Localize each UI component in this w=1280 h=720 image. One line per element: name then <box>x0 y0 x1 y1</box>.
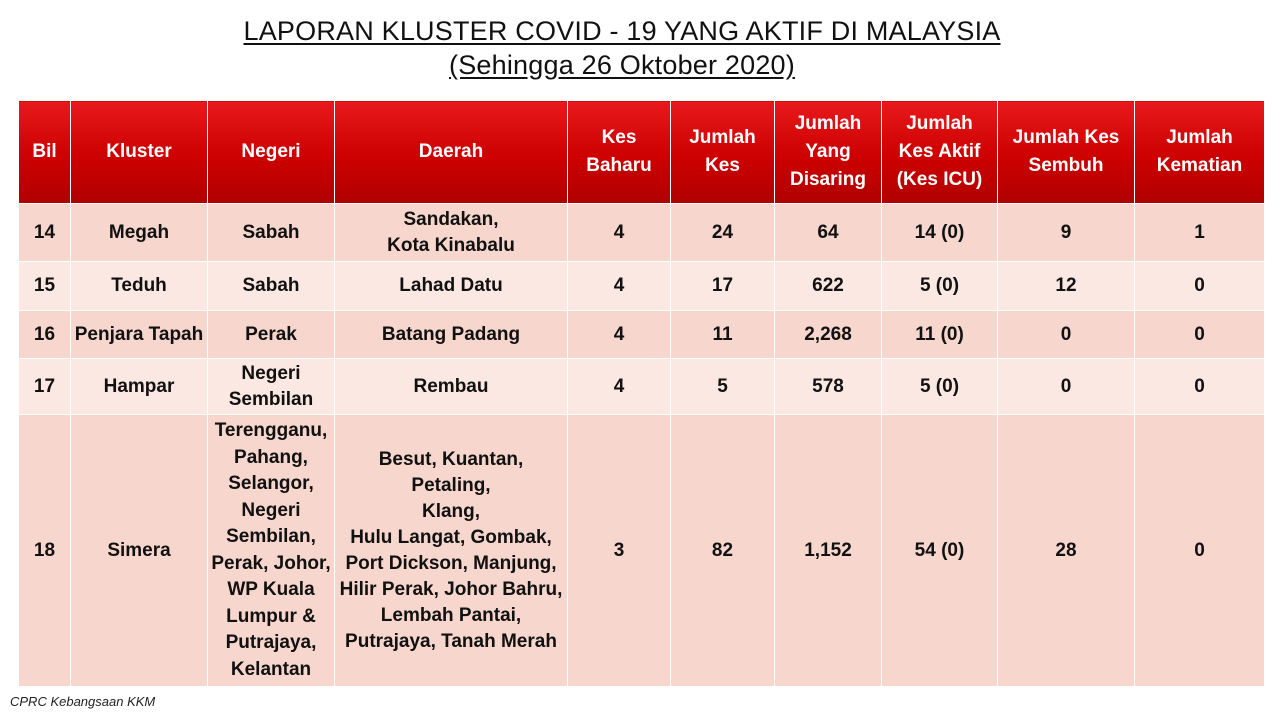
cell-jumlah-disaring: 622 <box>775 262 882 311</box>
cell-jumlah-disaring: 1,152 <box>775 415 882 687</box>
cell-bil: 17 <box>19 359 71 415</box>
cell-negeri: Sabah <box>208 204 335 262</box>
cluster-table <box>18 100 1265 687</box>
cell-daerah: Besut, Kuantan, Petaling, Klang, Hulu Langat, Gombak, Port Dickson, Manjung, Hilir Perak, Johor Bahru, Lembah Pantai, Putrajaya, Tanah Merah <box>335 415 568 687</box>
title-date: (Sehingga 26 Oktober 2020) <box>449 50 795 80</box>
header-jumlah-kes: Jumlah Kes <box>671 101 775 204</box>
cell-kes-sembuh: 28 <box>998 415 1135 687</box>
table-row <box>19 204 1265 262</box>
cell-negeri: Negeri Sembilan <box>208 359 335 415</box>
cell-kluster: Penjara Tapah <box>71 311 208 359</box>
title-main: LAPORAN KLUSTER COVID - 19 YANG AKTIF DI MALAYSIA <box>243 16 1001 46</box>
cell-jumlah-disaring: 64 <box>775 204 882 262</box>
cell-jumlah-kes: 11 <box>671 311 775 359</box>
report-title <box>0 14 1244 82</box>
cell-jumlah-kes: 24 <box>671 204 775 262</box>
cell-jumlah-disaring: 2,268 <box>775 311 882 359</box>
cell-kluster: Teduh <box>71 262 208 311</box>
cell-kematian: 0 <box>1135 359 1265 415</box>
header-bil: Bil <box>19 101 71 204</box>
cell-kes-baharu: 4 <box>568 359 671 415</box>
cell-daerah: Rembau <box>335 359 568 415</box>
cell-bil: 14 <box>19 204 71 262</box>
cell-daerah: Lahad Datu <box>335 262 568 311</box>
cell-kes-aktif: 5 (0) <box>882 262 998 311</box>
cell-kematian: 1 <box>1135 204 1265 262</box>
cell-kluster: Megah <box>71 204 208 262</box>
header-jumlah-disaring: Jumlah Yang Disaring <box>775 101 882 204</box>
cell-negeri: Perak <box>208 311 335 359</box>
cell-kes-baharu: 3 <box>568 415 671 687</box>
table-row <box>19 415 1265 687</box>
header-kes-baharu: Kes Baharu <box>568 101 671 204</box>
cell-daerah: Batang Padang <box>335 311 568 359</box>
cell-kluster: Hampar <box>71 359 208 415</box>
cell-kes-sembuh: 12 <box>998 262 1135 311</box>
cell-jumlah-kes: 82 <box>671 415 775 687</box>
cell-kes-sembuh: 0 <box>998 359 1135 415</box>
cell-negeri: Sabah <box>208 262 335 311</box>
table-row <box>19 262 1265 311</box>
cell-kes-aktif: 54 (0) <box>882 415 998 687</box>
source-footer: CPRC Kebangsaan KKM <box>10 694 156 709</box>
table-row <box>19 359 1265 415</box>
cell-kematian: 0 <box>1135 311 1265 359</box>
cell-kes-baharu: 4 <box>568 204 671 262</box>
cell-daerah: Sandakan, Kota Kinabalu <box>335 204 568 262</box>
cell-kematian: 0 <box>1135 262 1265 311</box>
table-row <box>19 311 1265 359</box>
header-kes-sembuh: Jumlah Kes Sembuh <box>998 101 1135 204</box>
cell-kes-sembuh: 0 <box>998 311 1135 359</box>
cell-kes-aktif: 14 (0) <box>882 204 998 262</box>
header-negeri: Negeri <box>208 101 335 204</box>
cell-jumlah-kes: 17 <box>671 262 775 311</box>
cell-jumlah-kes: 5 <box>671 359 775 415</box>
cell-kes-aktif: 11 (0) <box>882 311 998 359</box>
cell-kluster: Simera <box>71 415 208 687</box>
header-kematian: Jumlah Kematian <box>1135 101 1265 204</box>
cell-kes-baharu: 4 <box>568 262 671 311</box>
cell-bil: 15 <box>19 262 71 311</box>
cell-kematian: 0 <box>1135 415 1265 687</box>
table-header-row <box>19 101 1265 204</box>
header-kluster: Kluster <box>71 101 208 204</box>
cell-negeri: Terengganu, Pahang, Selangor, Negeri Sembilan, Perak, Johor, WP Kuala Lumpur & Putrajaya, Kelantan <box>208 415 335 687</box>
cell-kes-sembuh: 9 <box>998 204 1135 262</box>
cell-kes-baharu: 4 <box>568 311 671 359</box>
cell-bil: 18 <box>19 415 71 687</box>
cell-kes-aktif: 5 (0) <box>882 359 998 415</box>
cell-jumlah-disaring: 578 <box>775 359 882 415</box>
cell-bil: 16 <box>19 311 71 359</box>
header-kes-aktif: Jumlah Kes Aktif (Kes ICU) <box>882 101 998 204</box>
header-daerah: Daerah <box>335 101 568 204</box>
